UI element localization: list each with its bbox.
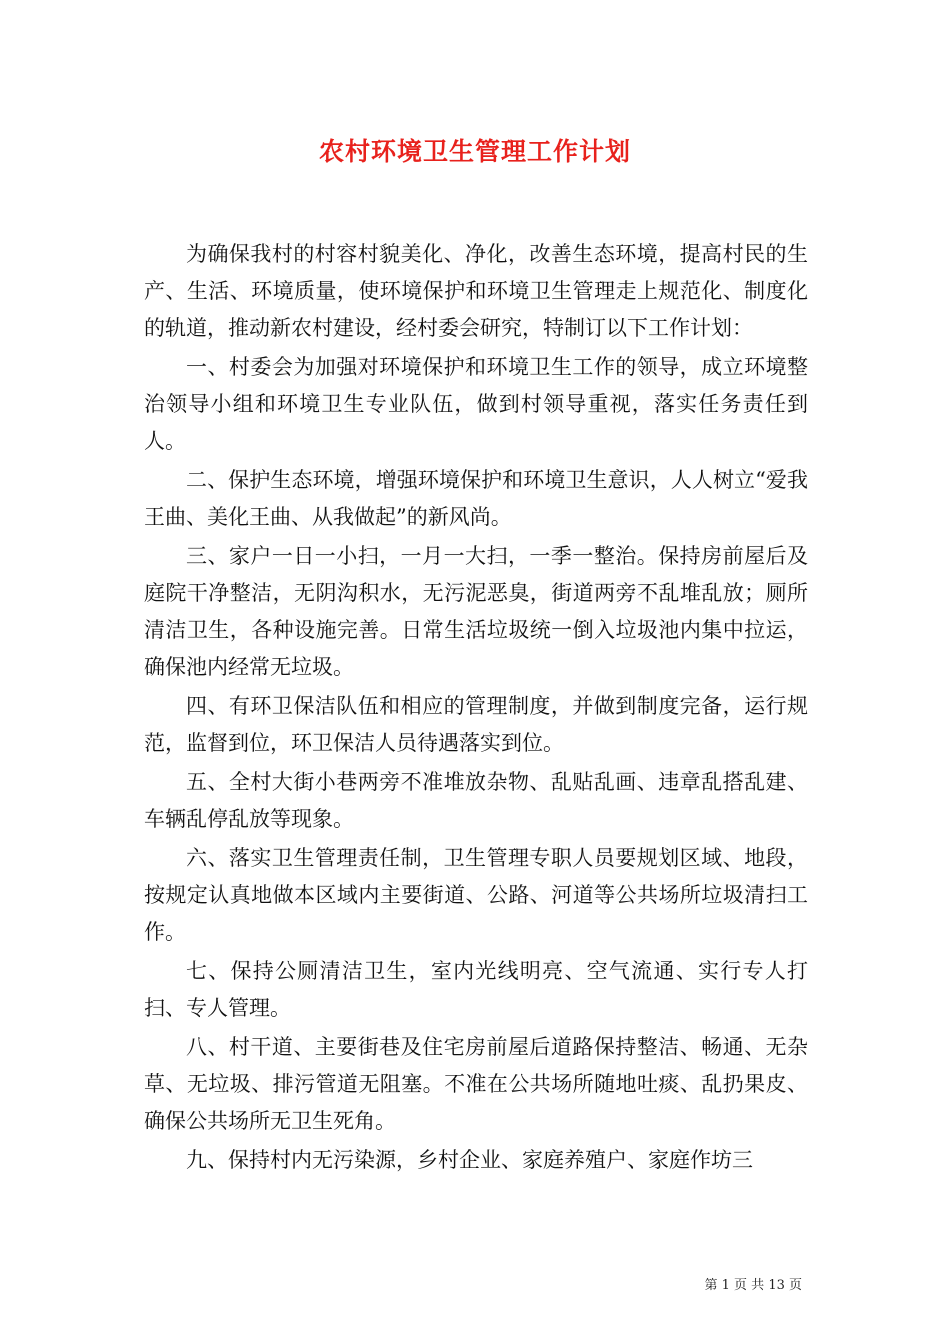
- paragraph-item-1: 一、村委会为加强对环境保护和环境卫生工作的领导，成立环境整治领导小组和环境卫生专业队伍，做到村领导重视，落实任务责任到人。: [144, 355, 808, 453]
- document-title: 农村环境卫生管理工作计划: [318, 137, 631, 166]
- paragraph-item-4: 四、有环卫保洁队伍和相应的管理制度，并做到制度完备，运行规范，监督到位，环卫保洁人员待遇落实到位。: [144, 694, 808, 755]
- paragraph-intro: 为确保我村的村容村貌美化、净化，改善生态环境，提高村民的生产、生活、环境质量，使环境保护和环境卫生管理走上规范化、制度化的轨道，推动新农村建设，经村委会研究，特制订以下工作计划：: [144, 242, 808, 340]
- paragraph-item-9: 九、保持村内无污染源，乡村企业、家庭养殖户、家庭作坊三: [186, 1148, 753, 1172]
- page-number-footer: 第 1 页 共 13 页: [704, 1278, 802, 1293]
- document-body: [144, 236, 808, 1181]
- paragraph-item-8: 八、村干道、主要街巷及住宅房前屋后道路保持整洁、畅通、无杂草、无垃圾、排污管道无阻塞。不准在公共场所随地吐痰、乱扔果皮、确保公共场所无卫生死角。: [144, 1035, 808, 1133]
- paragraph-item-5: 五、全村大街小巷两旁不准堆放杂物、乱贴乱画、违章乱搭乱建、车辆乱停乱放等现象。: [144, 770, 808, 831]
- paragraph-item-2: 二、保护生态环境，增强环境保护和环境卫生意识，人人树立“爱我王曲、美化王曲、从我做起”的新风尚。: [144, 468, 808, 529]
- paragraph-item-6: 六、落实卫生管理责任制，卫生管理专职人员要规划区域、地段，按规定认真地做本区域内主要街道、公路、河道等公共场所垃圾清扫工作。: [144, 846, 808, 944]
- paragraph-item-7: 七、保持公厕清洁卫生，室内光线明亮、空气流通、实行专人打扫、专人管理。: [144, 959, 808, 1020]
- paragraph-item-3: 三、家户一日一小扫，一月一大扫，一季一整治。保持房前屋后及庭院干净整洁，无阴沟积水，无污泥恶臭，街道两旁不乱堆乱放；厕所清洁卫生，各种设施完善。日常生活垃圾统一倒入垃圾池内集中拉运，确保池内经常无垃圾。: [144, 544, 808, 679]
